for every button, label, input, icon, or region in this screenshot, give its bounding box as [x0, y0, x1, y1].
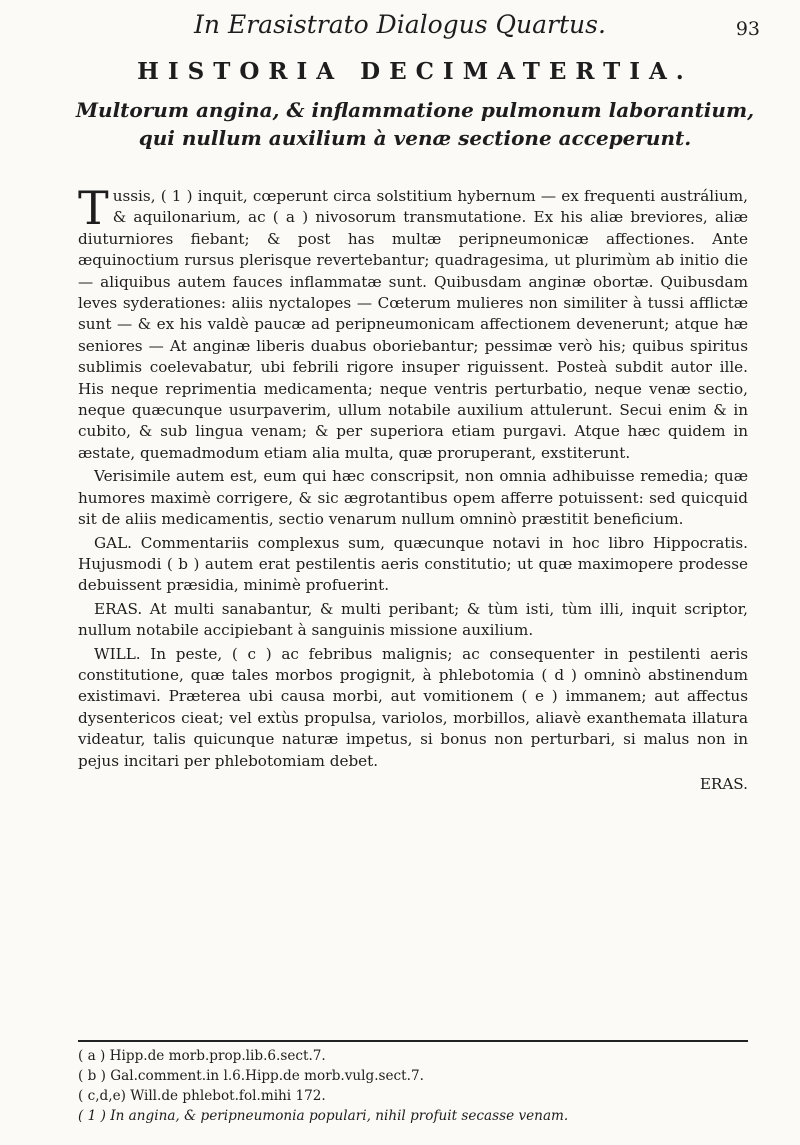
- paragraph-4: ERAS. At multi sanabantur, & multi peribant; & tùm isti, tùm illi, inquit scriptor, nullum notabile accipiebant à sanguinis missione auxilium.: [78, 599, 748, 640]
- paragraph-5: WILL. In peste, ( c ) ac febribus malignis; ac consequenter in pestilenti aeris constitutione, quæ tales morbos progignit, à phlebotomia ( d ) omninò abstinendum existimavi. Præterea ubi causa morbi, aut vomitionem ( e ) immanem; aut affectus dysentericos cieat; vel extùs propulsa, variolos, morbillos, aliavè exanthemata illatura videatur, talis quicunque naturæ impetus, si bonus non perturbari, si malus non in pejus incitari per phlebotomiam debet.: [78, 644, 748, 770]
- section-title: HISTORIA DECIMATERTIA.: [137, 58, 693, 85]
- footnotes: [78, 1046, 748, 1126]
- paragraph-3: GAL. Commentariis complexus sum, quæcunque notavi in hoc libro Hippocratis. Hujusmodi ( b ) autem erat pestilentis aeris constitutio; ut quæ maximopere prodesse debuissent præsidia, minimè profuerint.: [78, 533, 748, 595]
- footnote: ( c,d,e) Will.de phlebot.fol.mihi 172.: [78, 1088, 326, 1104]
- page-number: 93: [735, 18, 760, 40]
- paragraph-1: [78, 181, 748, 464]
- footnote: ( b ) Gal.comment.in l.6.Hipp.de morb.vulg.sect.7.: [78, 1068, 424, 1084]
- chapter-subtitle: Multorum angina, & inflammatione pulmonum laborantium, qui nullum auxilium à venæ sectione acceperunt.: [75, 98, 755, 150]
- paragraph-2: Verisimile autem est, eum qui hæc conscripsit, non omnia adhibuisse remedia; quæ humores maximè corrigere, & sic ægrotantibus opem afferre potuissent: sed quicquid sit de aliis medicamentis, sectio venarum nullum omninò præstitit beneficium.: [78, 467, 748, 529]
- body-text: [78, 181, 748, 797]
- running-title: In Erasistrato Dialogus Quartus.: [194, 10, 606, 39]
- footnote: ( a ) Hipp.de morb.prop.lib.6.sect.7.: [78, 1048, 326, 1064]
- footnote-rule: [78, 1040, 748, 1042]
- catchword: ERAS.: [699, 774, 748, 793]
- drop-cap: T: [78, 181, 109, 235]
- footnote: ( 1 ) In angina, & peripneumonia populari, nihil profuit secasse venam.: [78, 1108, 569, 1124]
- running-head: [0, 6, 800, 42]
- paragraph-1-text: ussis, ( 1 ) inquit, cœperunt circa solstitium hybernum — ex frequenti austrálium, & aquilonarium, ac ( a ) nivosorum transmutatione. Ex his aliæ breviores, aliæ diuturniores fiebant; & post has multæ peripneumonicæ affectiones. Ante æquinoctium rursus plerisque revertebantur; quadragesima, ut plurimùm ab initio die — aliquibus autem fauces inflammatæ sunt. Quibusdam anginæ obortæ. Quibusdam leves syderationes: aliis nyctalopes — Cœterum mulieres non similiter à tussi afflictæ sunt — & ex his valdè paucæ ad peripneumonicam affectionem devenerunt; atque hæ seniores — At anginæ liberis duabus oboriebantur; pessimæ verò his; quibus spiritus sublimis coelevabatur, ubi febrili rigore insuper riguissent. Posteà subdit autor ille. His neque reprimentia medicamenta; neque ventris perturbatio, neque venæ sectio, neque quæcunque usurpaverim, ullum notabile auxilium attulerunt. Secui enim & in cubito, & sub lingua venam; & per superiora etiam purgavi. Atque hæc quidem in æstate, quemadmodum etiam alia multa, quæ proruperant, exstiterunt.: [78, 187, 748, 462]
